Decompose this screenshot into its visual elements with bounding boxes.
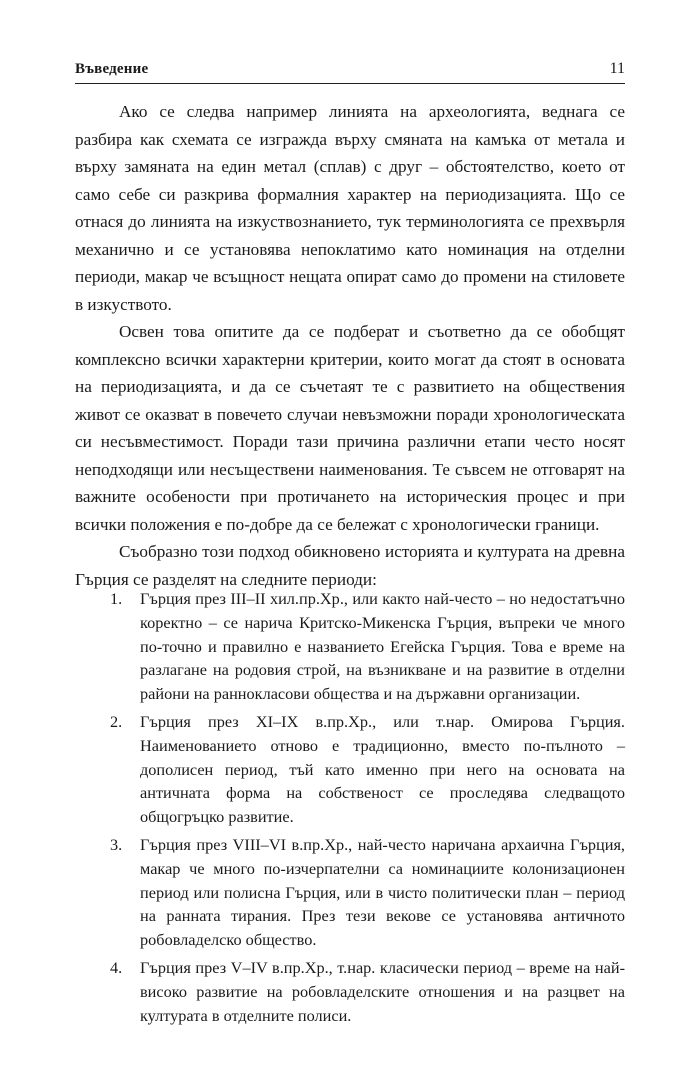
list-item-text: Гърция през VIII–VI в.пр.Хр., най-често наричана архаична Гърция, макар че много по-изчерпателни са номинациите колонизационен период или полисна Гърция, или в чисто политически план – период на ранната тирания. През тези векове се установява античното робовладелско общество. — [140, 834, 625, 950]
list-number: 3. — [110, 834, 123, 854]
header-divider — [75, 83, 625, 84]
body-text — [75, 98, 625, 593]
list-item-text: Гърция през V–IV в.пр.Хр., т.нар. класически период – време на най-високо развитие на робовладелските отношения и на разцвет на културата в отделните полиси. — [140, 957, 625, 1025]
list-item-text: Гърция през III–II хил.пр.Хр., или както най-често – но недостатъчно коректно – се нарича Критско-Микенска Гърция, въпреки че много по-точно и правилно е названието Егейска Гърция. Това е време на разлагане на родовия строй, на възникване и на развитие в отделни райони на раннокласови общества и на държавни организации. — [140, 589, 625, 704]
page-number: 11 — [609, 60, 625, 77]
list-number: 4. — [110, 957, 123, 977]
section-title: Въведение — [75, 61, 149, 77]
list-number: 1. — [110, 589, 123, 608]
periods-list — [75, 587, 625, 1031]
list-item — [75, 587, 625, 706]
list-item — [75, 833, 625, 952]
list-item — [75, 956, 625, 1027]
list-number: 2. — [110, 711, 123, 731]
list-item — [75, 710, 625, 829]
list-item-text: Гърция през XI–IX в.пр.Хр., или т.нар. Омирова Гърция. Наименованието отново е традиционно, вместо по-пълното – дополисен период, тъй като именно при него на основата на античната форма на собственост се проследява следващото общогръцко развитие. — [140, 711, 625, 827]
paragraph: Съобразно този подход обикновено историята и културата на древна Гърция се разделят на следните периоди: — [75, 542, 625, 589]
paragraph: Освен това опитите да се подберат и съответно да се обобщят комплексно всички характерни критерии, които могат да стоят в основата на периодизацията, и да се съчетаят те с развитието на обществения живот се оказват в повечето случаи невъзможни поради хронологическата си несъвместимост. Поради тази причина различни етапи често носят неподходящи или несъществени наименования. Те съвсем не отговарят на важните особености при протичането на историческия процес и при всички положения е по-добре да се бележат с хронологически граници. — [75, 322, 625, 534]
running-header — [75, 60, 625, 78]
paragraph: Ако се следва например линията на археологията, веднага се разбира как схемата се изгражда върху смяната на камъка от метала и върху замяната на един метал (сплав) с друг – обстоятелство, което от само себе си разкрива формалния характер на периодизацията. Що се отнася до линията на изкуствознанието, тук терминологията се прехвърля механично и се установява непоклатимо като номинация на отделни периоди, макар че всъщност нещата опират само до промени на стиловете в изкуството. — [75, 102, 625, 314]
